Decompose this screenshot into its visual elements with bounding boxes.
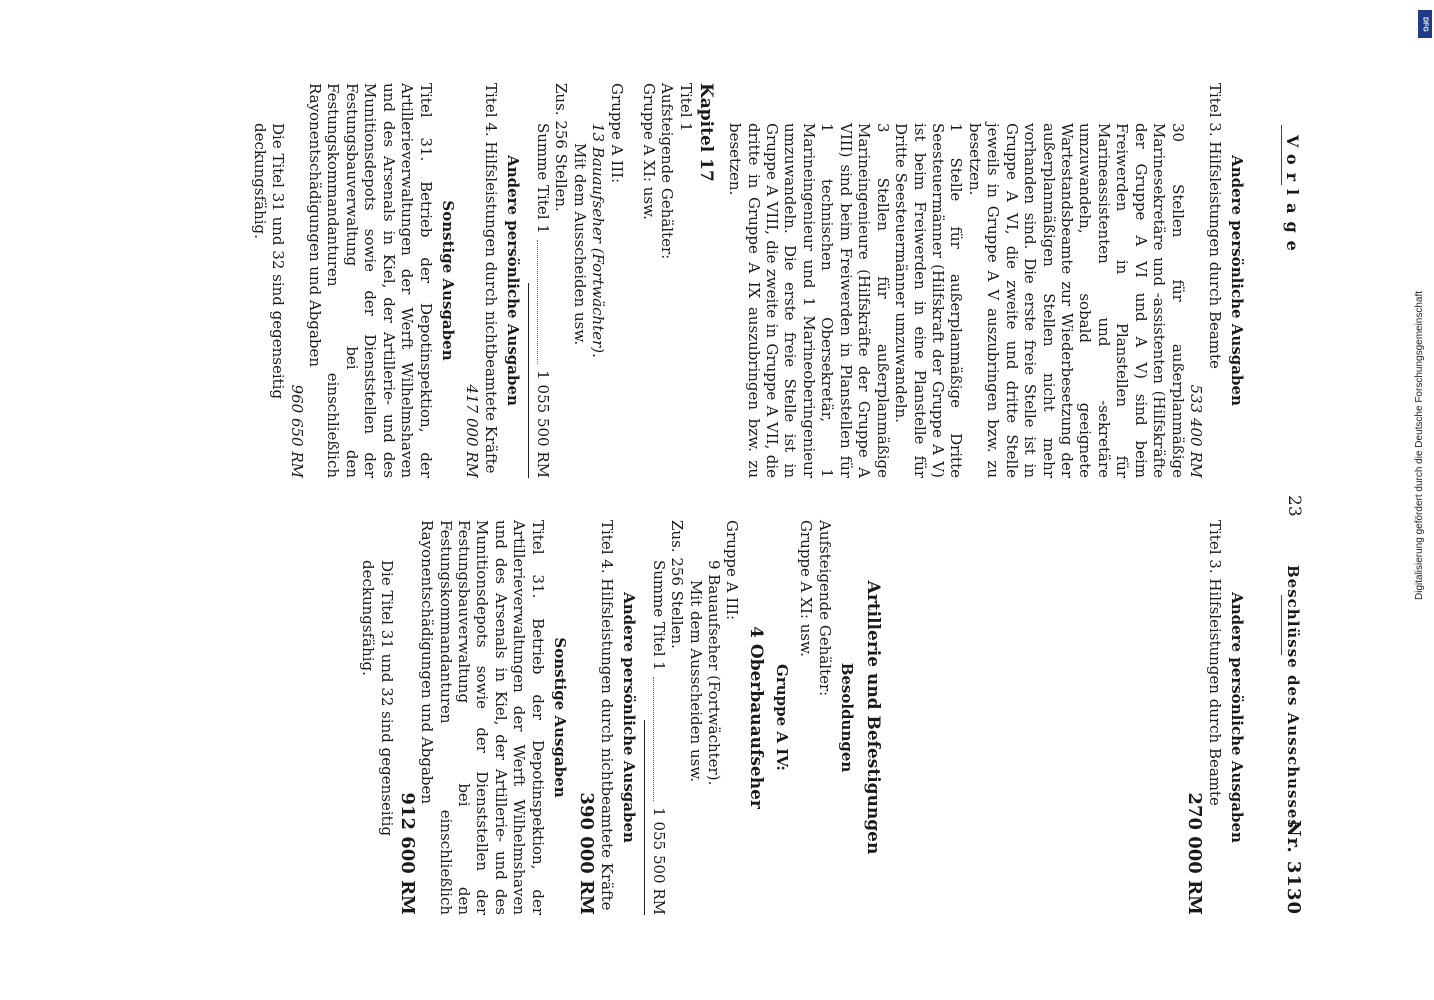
header-rule-right (1281, 595, 1282, 655)
summe-titel1-label: Summe Titel 1 (649, 560, 668, 671)
titel3-amount: 533 400 RM (1187, 384, 1206, 478)
titel4-row (481, 83, 499, 478)
titel31-amount: 912 600 RM (396, 792, 418, 915)
titel3-label: Titel 3. Hilfsleistungen durch Beamte (1205, 83, 1224, 369)
heading-andere-persoenliche-ausgaben: Andere persönliche Ausgaben (1228, 155, 1246, 406)
spacer (893, 520, 1183, 915)
titel4-label: Titel 4. Hilfsleistungen durch nichtbeamtete Kräfte (481, 83, 500, 474)
zus-stellen: Zus. 256 Stellen. (668, 520, 687, 649)
titel31-text: Titel 31. Betrieb der Depotinspektion, der Artillerieverwaltungen der Werft Wilhelmshaven und des Arsenals in Kiel, der Artillerie- und des Munitionsdepots sowie der Dienststellen der Festungsbauverwaltung bei den Festungskommandanturen einschließlich Rayonentschädigungen und Abgaben (305, 83, 435, 478)
titel4-amount: 390 000 RM (576, 792, 598, 915)
gruppe-axi: Gruppe A XI: usw. (797, 520, 816, 657)
paragraph-marineingenieure: 3 Stellen für außerplanmäßige Marineingenieure (Hilfskräfte der Gruppe A VIII) sind beim Freiwerden in Planstellen für 1 technischen Obersekretär, 1 Marineingenieur und 1 Marineoberingenieur umzuwandeln. Die erste freie Stelle ist in Gruppe A VIII, die zweite in Gruppe A VII, die dritte in Gruppe A IX auszubringen bzw. zu besetzen. (726, 123, 892, 478)
titel31-note: Die Titel 31 und 32 sind gegenseitig deckungsfähig. (250, 123, 288, 400)
heading-besoldungen: Besoldungen (838, 662, 857, 773)
titel31-text: Titel 31. Betrieb der Depotinspektion, der Artillerieverwaltungen der Werft Wilhelmshaven und des Arsenals in Kiel, der Artillerie- und des Munitionsdepots sowie der Dienststellen der Festungsbauverwaltung bei den Festungskommandanturen einschließlich Rayonentschädigungen und Abgaben (418, 520, 547, 915)
summe-titel1-label: Summe Titel 1 (533, 123, 552, 234)
zus-stellen: Zus. 256 Stellen. (552, 83, 571, 212)
heading-sonstige-ausgaben: Sonstige Ausgaben (439, 200, 458, 361)
sum-rule (528, 283, 529, 478)
heading-andere-persoenliche-ausgaben-2: Andere persönliche Ausgaben (504, 155, 523, 406)
column-vorlage (250, 83, 1252, 478)
heading-andere-persoenliche-ausgaben: Andere persönliche Ausgaben (1228, 592, 1246, 843)
mit-dem-ausscheiden: Mit dem Ausscheiden usw. (686, 580, 705, 783)
titel31-amount: 960 650 RM (287, 384, 306, 478)
gruppe-axi: Gruppe A XI: usw. (639, 83, 658, 220)
summe-titel1-row (533, 83, 551, 478)
leader-dots (537, 240, 551, 364)
spacer (626, 83, 640, 478)
dfg-logo: DFG (1418, 10, 1432, 38)
sum-rule (644, 720, 645, 915)
titel4-label: Titel 4. Hilfsleistungen durch nichtbeamtete Kräfte (597, 520, 616, 911)
heading-artillerie-befestigungen: Artillerie und Befestigungen (863, 580, 883, 855)
header-beschluesse: Beschlüsse des Ausschusses (1284, 565, 1302, 829)
summe-titel1-amount: 1 055 500 RM (533, 370, 552, 478)
oberbauaufseher: 4 Oberbauaufseher (746, 626, 767, 809)
paragraph-marinesekretaere: 30 Stellen für außerplanmäßige Marinesekretäre und -assistenten (Hilfskräfte der Gruppe A VI und A V) sind beim Freiwerden in Planstellen für Marineassistenten und -sekretäre umzuwandeln, sobald geeignete Wartestandsbeamte zur Wiederbesetzung der außerplanmäßigen Stellen nicht mehr vorhanden sind. Die erste freie Stelle ist in Gruppe A VI, die zweite und dritte Stelle jeweils in Gruppe A V auszubringen bzw. zu besetzen. (965, 123, 1187, 478)
titel3-label: Titel 3. Hilfsleistungen durch Beamte (1205, 520, 1224, 806)
heading-sonstige-ausgaben: Sonstige Ausgaben (551, 637, 570, 798)
gruppe-aiv: Gruppe A IV: (772, 664, 791, 771)
header-rule-left (1281, 125, 1282, 185)
leader-dots (653, 677, 667, 801)
gruppe-aiii: Gruppe A III: (723, 520, 742, 621)
paragraph-seesteuermaenner: 1 Stelle für außerplanmäßige Dritte Seesteuermänner (Hilfskraft der Gruppe A V) ist beim Freiwerden in eine Planstelle für Dritte Seesteuermänner umzuwandeln. (892, 123, 966, 478)
page-number: 23 (1284, 495, 1304, 517)
rotated-document-page (122, 65, 1312, 935)
mit-dem-ausscheiden: Mit dem Ausscheiden usw. (570, 143, 589, 346)
header-vorlage: Vorlage (1283, 135, 1302, 259)
digitization-credit: Digitalisierung gefördert durch die Deutsche Forschungsgemeinschaft (1414, 290, 1425, 600)
bauaufseher-line: 13 Bauaufseher (Fortwächter). (589, 123, 608, 358)
summe-titel1-amount: 1 055 500 RM (649, 807, 668, 915)
titel31-note: Die Titel 31 und 32 sind gegenseitig deckungsfähig. (359, 560, 396, 837)
gruppe-aiii: Gruppe A III: (607, 83, 626, 184)
document-number: Nr. 3130 (1283, 820, 1304, 915)
bauaufseher-line: 9 Bauaufseher (Fortwächter). (705, 560, 723, 786)
summe-titel1-row (649, 520, 667, 915)
kapitel-heading: Kapitel 17 (695, 83, 716, 182)
page-header (1262, 65, 1312, 935)
aufsteigende-gehaelter: Aufsteigende Gehälter: (658, 83, 677, 260)
aufsteigende-gehaelter: Aufsteigende Gehälter: (815, 520, 834, 697)
titel1-label: Titel 1 (676, 83, 695, 132)
titel4-amount: 417 000 RM (463, 384, 482, 478)
heading-andere-persoenliche-ausgaben-2: Andere persönliche Ausgaben (620, 592, 639, 843)
column-beschluesse (359, 520, 1252, 915)
titel3-amount: 270 000 RM (1184, 792, 1206, 915)
